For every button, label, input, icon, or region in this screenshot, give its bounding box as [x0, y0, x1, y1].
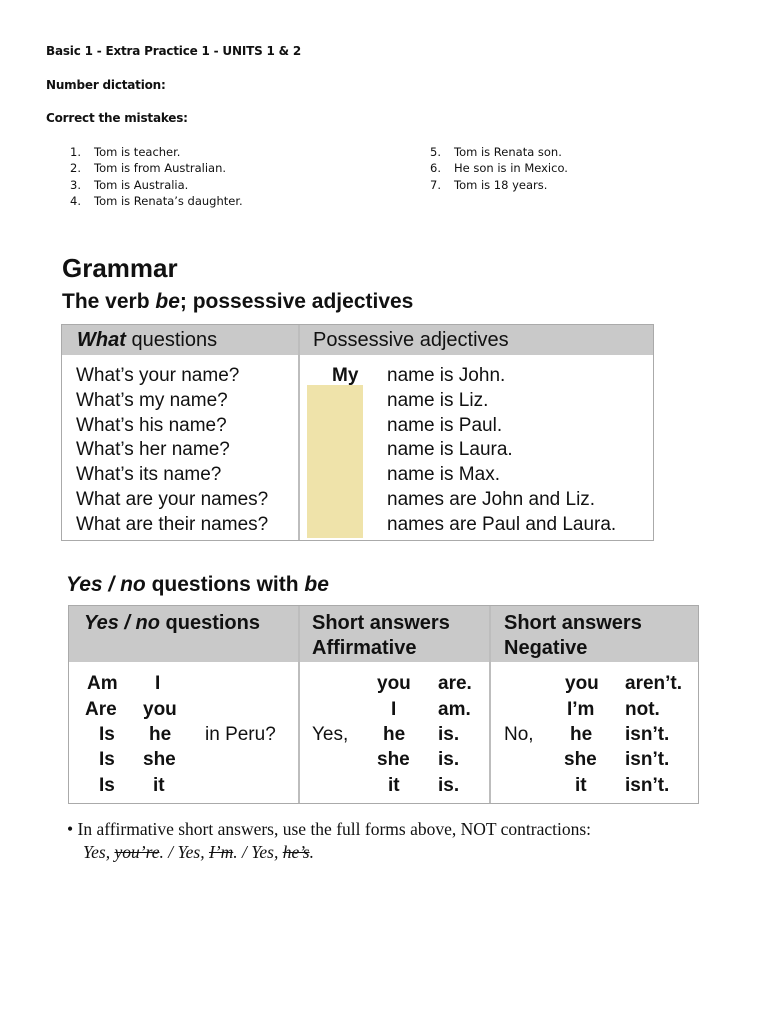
question-text: What’s its name? [76, 464, 222, 485]
aff-verb-cell: am. [438, 699, 471, 720]
neg-verb-cell: isn’t. [625, 749, 670, 770]
aff-subject-cell: it [388, 775, 400, 796]
column-divider [298, 606, 300, 803]
question-text: What’s my name? [76, 390, 228, 411]
grammar-heading: Grammar [62, 253, 178, 283]
list-item: 4. Tom is Renata’s daughter. [70, 193, 243, 208]
question-text: What’s her name? [76, 439, 230, 460]
column-divider [489, 606, 491, 803]
aff-verb-cell: is. [438, 724, 460, 745]
subject-cell: I [155, 673, 161, 694]
list-item: 1. Tom is teacher. [70, 145, 181, 159]
answer-text: name is Laura. [387, 439, 513, 460]
aff-subject-cell: he [383, 724, 406, 745]
list-item: 2. Tom is from Australian. [70, 161, 227, 176]
verb-cell: Am [87, 673, 118, 694]
neg-verb-cell: isn’t. [625, 724, 670, 745]
answer-text: names are Paul and Laura. [387, 514, 617, 535]
column-divider [298, 325, 300, 540]
subject-cell: she [143, 749, 176, 770]
yes-text: Yes, [312, 724, 349, 745]
verb-cell: Is [99, 724, 115, 745]
neg-subject-cell: he [570, 724, 593, 745]
header-short-answers-negative: Short answers Negative [504, 612, 642, 659]
question-text: What’s his name? [76, 415, 227, 436]
contractions-note [67, 818, 591, 864]
mistakes-list-left [70, 144, 243, 209]
aff-verb-cell: is. [438, 749, 460, 770]
question-text: What’s your name? [76, 365, 240, 386]
list-item: 6. He son is in Mexico. [430, 161, 568, 176]
neg-verb-cell: aren’t. [625, 673, 683, 694]
neg-subject-cell: she [564, 749, 597, 770]
number-dictation-label: Number dictation: [46, 78, 166, 92]
note-line: • In affirmative short answers, use the full forms above, NOT contractions: [67, 819, 592, 839]
aff-verb-cell: is. [438, 775, 460, 796]
list-item: 7. Tom is 18 years. [430, 177, 548, 192]
possessive-my: My [332, 365, 359, 386]
in-peru-text: in Peru? [205, 724, 276, 745]
verb-cell: Is [99, 775, 115, 796]
answer-text: names are John and Liz. [387, 489, 596, 510]
grammar-subheading: The verb be; possessive adjectives [62, 290, 414, 313]
question-text: What are your names? [76, 489, 269, 510]
correct-mistakes-label: Correct the mistakes: [46, 111, 188, 125]
worksheet-title: Basic 1 - Extra Practice 1 - UNITS 1 & 2 [46, 44, 302, 58]
possessive-adjectives-table [61, 324, 654, 541]
aff-subject-cell: she [377, 749, 410, 770]
yes-no-table [68, 605, 699, 804]
no-text: No, [504, 724, 534, 745]
neg-subject-cell: I’m [567, 699, 595, 720]
aff-subject-cell: you [377, 673, 411, 694]
note-examples: Yes, you’re. / Yes, I’m. / Yes, he’s. [83, 842, 314, 862]
list-item: 3. Tom is Australia. [70, 177, 189, 192]
header-possessive-adjectives: Possessive adjectives [313, 329, 509, 351]
verb-cell: Are [85, 699, 117, 720]
answer-text: name is John. [387, 365, 506, 386]
header-yes-no-questions: Yes / no questions [84, 612, 260, 634]
verb-cell: Is [99, 749, 115, 770]
subject-cell: it [153, 775, 165, 796]
answer-text: name is Liz. [387, 390, 489, 411]
answer-text: name is Max. [387, 464, 500, 485]
yes-no-heading: Yes / no questions with be [66, 573, 329, 596]
header-short-answers-affirmative: Short answers Affirmative [312, 612, 450, 659]
subject-cell: he [149, 724, 172, 745]
aff-subject-cell: I [391, 699, 397, 720]
fill-in-blank-box [307, 385, 363, 538]
neg-verb-cell: not. [625, 699, 660, 720]
subject-cell: you [143, 699, 177, 720]
question-text: What are their names? [76, 514, 269, 535]
neg-subject-cell: it [575, 775, 587, 796]
list-item: 5. Tom is Renata son. [430, 145, 562, 159]
neg-subject-cell: you [565, 673, 599, 694]
neg-verb-cell: isn’t. [625, 775, 670, 796]
aff-verb-cell: are. [438, 673, 472, 694]
mistakes-list-right [430, 144, 568, 193]
answer-text: name is Paul. [387, 415, 503, 436]
header-what-questions: What questions [77, 329, 218, 351]
